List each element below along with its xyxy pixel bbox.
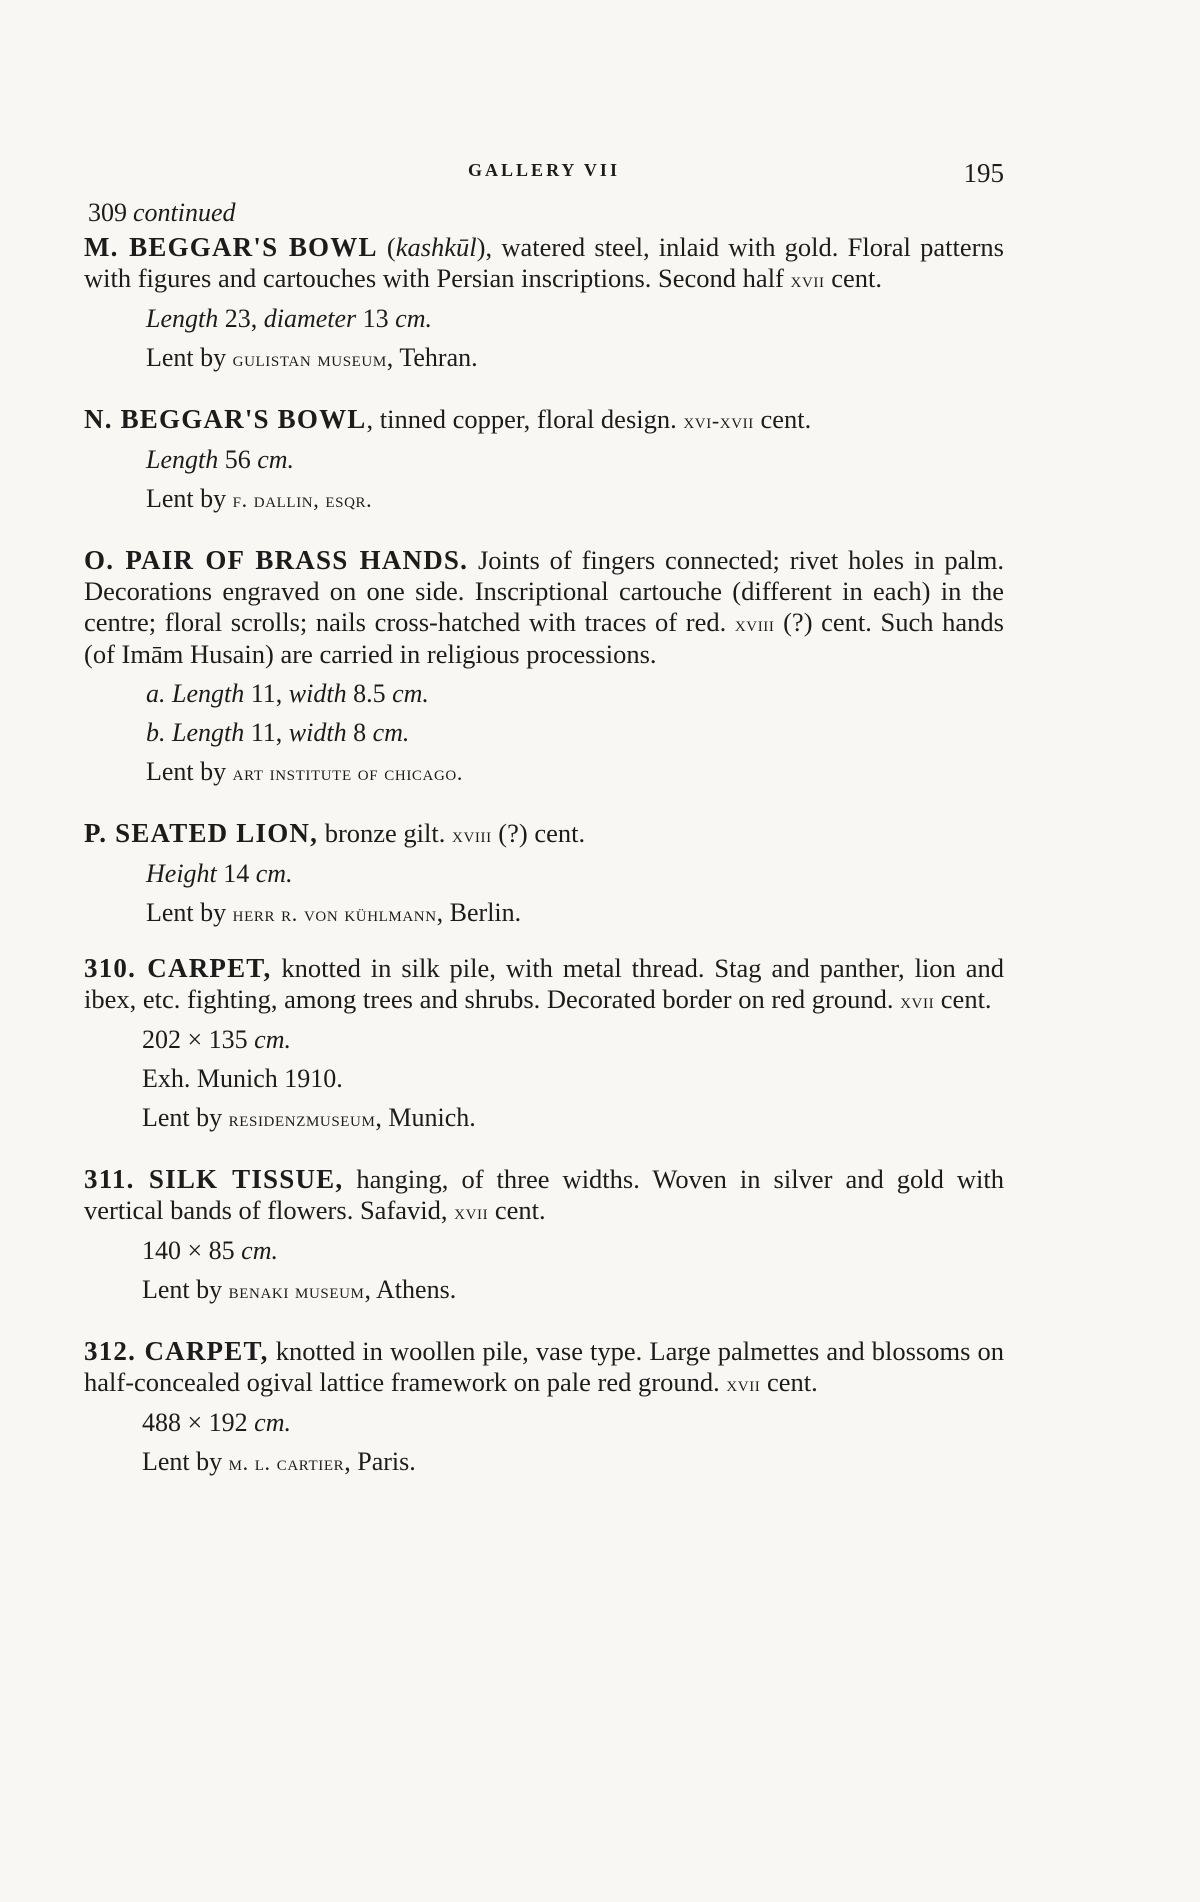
century: xviii: [734, 611, 775, 636]
dim-value: 56: [218, 445, 258, 474]
entry-title: 312. CARPET,: [84, 1336, 269, 1366]
running-head: GALLERY VII: [468, 160, 620, 180]
dim-label: width: [288, 718, 347, 747]
entry-lender: [146, 483, 1004, 515]
page-header: [84, 158, 1004, 188]
desc-text: cent.: [753, 404, 812, 434]
lender-name: f. dallin, esqr.: [232, 487, 373, 512]
lent-prefix: Lent by: [146, 343, 233, 372]
dim-value: 8.5: [346, 679, 393, 708]
dim-value: 488 × 192: [142, 1408, 255, 1437]
entry-exhibition: Exh. Munich 1910.: [142, 1064, 343, 1093]
dim-unit: cm.: [392, 679, 429, 708]
continued-label: continued: [133, 198, 236, 227]
entry-description: [84, 232, 1004, 295]
desc-text: cent.: [824, 263, 882, 293]
dim-unit: cm.: [241, 1236, 278, 1265]
desc-italic-term: kashkūl: [395, 232, 477, 262]
entry-lender: [146, 897, 1004, 929]
lent-suffix: , Athens.: [364, 1275, 457, 1304]
century: xvii: [454, 1199, 489, 1224]
century: xvii: [790, 267, 825, 292]
dim-unit: cm.: [395, 304, 432, 333]
entry-lender: [142, 1446, 1004, 1478]
entry-title: O. PAIR OF BRASS HANDS.: [84, 545, 469, 575]
entry-title: N. BEGGAR'S BOWL: [84, 404, 367, 434]
desc-text: (: [377, 232, 396, 262]
entry-description: [84, 545, 1004, 670]
desc-text: cent.: [934, 984, 992, 1014]
desc-text: bronze gilt.: [318, 818, 453, 848]
entry-dimensions: [146, 303, 1004, 334]
century: xvi-xvii: [683, 408, 754, 433]
entry-dimensions: [142, 1407, 1004, 1438]
dim-value: 14: [216, 859, 256, 888]
entry-lender: [142, 1274, 1004, 1306]
lent-prefix: Lent by: [142, 1275, 229, 1304]
catalogue-entry-p: [84, 818, 1004, 929]
lender-name: residenzmuseum: [228, 1106, 376, 1131]
entry-description: [84, 404, 1004, 436]
entry-dimensions: [142, 1024, 1004, 1055]
continued-note: [88, 198, 1004, 228]
entry-description: [84, 1164, 1004, 1227]
desc-text: cent.: [760, 1367, 818, 1397]
entry-dimensions: [146, 444, 1004, 475]
lent-suffix: , Paris.: [344, 1447, 416, 1476]
entry-description: [84, 818, 1004, 850]
century: xvii: [726, 1371, 761, 1396]
desc-text: knotted in woollen pile, vase type. Large palmettes and blossoms on half-concealed ogival lattice framework on pale red ground.: [84, 1336, 1004, 1397]
dim-value: 8: [346, 718, 373, 747]
entry-title: 311. SILK TISSUE,: [84, 1164, 344, 1194]
century: xvii: [900, 988, 935, 1013]
dim-unit: cm.: [254, 1408, 291, 1437]
desc-text: , tinned copper, floral design.: [366, 404, 684, 434]
continued-number: 309: [88, 198, 127, 227]
entry-dimensions: [142, 1235, 1004, 1266]
lent-suffix: , Tehran.: [386, 343, 478, 372]
desc-text: hanging, of three widths. Woven in silver and gold with vertical bands of flowers. Safavid,: [84, 1164, 1005, 1225]
entry-lender: [146, 342, 1004, 374]
entry-title: M. BEGGAR'S BOWL: [84, 232, 378, 262]
desc-text: (?) cent. Such hands (of Imām Husain) are carried in religious processions.: [84, 607, 1004, 669]
dim-label: Height: [146, 859, 217, 888]
lent-prefix: Lent by: [146, 484, 233, 513]
dim-value: 140 × 85: [142, 1236, 242, 1265]
dim-label: width: [288, 679, 347, 708]
page-content: [84, 198, 1004, 1508]
dim-label: Length: [146, 304, 219, 333]
dim-label: Length: [146, 445, 219, 474]
catalogue-entry-o: [84, 545, 1004, 788]
item-key: a.: [146, 679, 166, 708]
dim-value: 23,: [218, 304, 264, 333]
catalogue-entry-311: [84, 1164, 1004, 1306]
entry-dimensions: [146, 678, 1004, 748]
century: xviii: [452, 822, 492, 847]
entry-title: P. SEATED LION,: [84, 818, 319, 848]
lender-name: gulistan museum: [232, 346, 387, 371]
entry-description: [84, 953, 1004, 1016]
catalogue-entry-310: [84, 953, 1004, 1134]
lender-name: benaki museum: [228, 1278, 365, 1303]
dim-value: 13: [356, 304, 396, 333]
dim-value: 11,: [244, 679, 289, 708]
lender-name: art institute of chicago.: [232, 760, 463, 785]
item-key: b.: [146, 718, 166, 747]
catalogue-page: [84, 0, 1004, 1902]
dim-unit: cm.: [255, 859, 293, 888]
catalogue-entry-n: [84, 404, 1004, 515]
page-number: 195: [963, 158, 1004, 188]
dim-value: 202 × 135: [142, 1025, 255, 1054]
desc-text: knotted in silk pile, with metal thread. Stag and panther, lion and ibex, etc. fighting, among trees and shrubs. Decorated border on red ground.: [84, 953, 1004, 1014]
dim-unit: cm.: [257, 445, 295, 474]
lent-suffix: , Berlin.: [436, 898, 522, 927]
dim-unit: cm.: [254, 1025, 291, 1054]
entry-lender: [142, 1102, 1004, 1134]
dim-label: Length: [172, 718, 245, 747]
dim-unit: cm.: [372, 718, 410, 747]
entry-description: [84, 1336, 1004, 1399]
desc-text: (?) cent.: [491, 818, 586, 848]
lender-name: m. l. cartier: [228, 1450, 345, 1475]
dim-value: 11,: [244, 718, 289, 747]
lent-prefix: Lent by: [142, 1103, 229, 1132]
desc-text: cent.: [488, 1195, 546, 1225]
lender-name: herr r. von kühlmann: [232, 901, 437, 926]
desc-text: Joints of fingers connected; rivet holes in palm. Decorations engraved on one side. Inscriptional cartouche (different in each) in the centre; floral scrolls; nails cross-hatched with traces of red.: [84, 545, 1004, 637]
desc-text: ), watered steel, inlaid with gold. Floral patterns with figures and cartouches with Persian inscriptions. Second half: [84, 232, 1004, 293]
catalogue-entry-312: [84, 1336, 1004, 1478]
dim-label: diameter: [263, 304, 357, 333]
lent-prefix: Lent by: [146, 757, 233, 786]
catalogue-entry-m: [84, 232, 1004, 374]
dimension-line-a: [146, 678, 1004, 709]
entry-lender: [146, 756, 1004, 788]
dimension-line-b: [146, 717, 1004, 748]
lent-prefix: Lent by: [142, 1447, 229, 1476]
entry-dimensions: [146, 858, 1004, 889]
dim-label: Length: [172, 679, 245, 708]
lent-suffix: , Munich.: [375, 1103, 476, 1132]
lent-prefix: Lent by: [146, 898, 233, 927]
entry-title: 310. CARPET,: [84, 953, 272, 983]
